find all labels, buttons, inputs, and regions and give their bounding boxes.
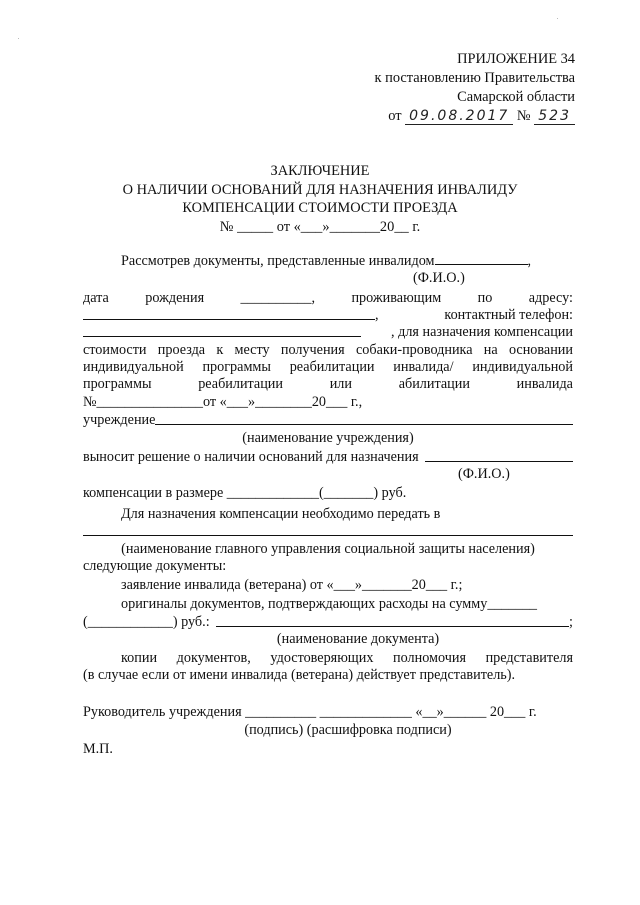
signature-caption: (подпись) (расшифровка подписи): [244, 722, 452, 738]
body-line-dob: [83, 290, 573, 307]
body-line-comp-size: компенсации в размере _____________(_______) руб.: [83, 485, 407, 501]
title-line-1: ЗАКЛЮЧЕНИЕ: [270, 163, 370, 179]
reviewed-text: Рассмотрев документы, представленные инвалидом: [121, 253, 435, 269]
l7-word: программы: [83, 376, 152, 392]
doc-item-1: [83, 577, 573, 594]
address-blank: [83, 307, 375, 320]
institution-label: учреждение: [83, 412, 156, 428]
fio-caption: (Ф.И.О.): [413, 270, 465, 286]
body-line-7: [83, 376, 573, 393]
doc3-word: полномочия: [393, 650, 466, 666]
dob-word: адресу:: [528, 290, 573, 306]
body-line-6: индивидуальной программы реабилитации инвалида/ индивидуальной: [83, 359, 573, 375]
doc-item-2b: [83, 614, 573, 631]
for-assign-text: , для назначения компенсации: [391, 324, 573, 340]
transfer-text: Для назначения компенсации необходимо передать в: [121, 506, 441, 522]
decision-text: выносит решение о наличии оснований для назначения: [83, 449, 419, 465]
phone-blank: [83, 324, 361, 337]
l7-word: реабилитации: [198, 376, 283, 392]
doc3-word: копии: [121, 650, 158, 666]
title-line-3: КОМПЕНСАЦИИ СТОИМОСТИ ПРОЕЗДА: [182, 200, 458, 216]
body-line-8: №_______________от «___»________20___ г.,: [83, 394, 363, 410]
doc-name-caption: (наименование документа): [276, 631, 440, 647]
l7-word: инвалида: [516, 376, 573, 392]
doc-item-3b: (в случае если от имени инвалида (ветерана) действует представитель).: [83, 667, 516, 683]
doc-item-2b-text: (____________) руб.:: [83, 614, 210, 630]
stamp-place: М.П.: [83, 741, 113, 757]
doc-item-2b-end: ;: [569, 614, 573, 630]
dept-blank: [83, 523, 573, 536]
doc-item-3: [83, 650, 573, 667]
document-body: [83, 0, 573, 905]
doc3-word: представителя: [485, 650, 573, 666]
doc-item-1-text: заявление инвалида (ветерана) от «___»_______20___ г.;: [121, 577, 463, 593]
body-line-5: стоимости проезда к месту получения собаки-проводника на основании: [83, 342, 573, 358]
dob-word: проживающим: [351, 290, 442, 306]
dept-caption: (наименование главного управления социальной защиты населения): [121, 541, 535, 557]
title-number-date: № _____ от «___»_______20__ г.: [219, 218, 421, 235]
dob-word: рождения: [145, 290, 205, 306]
appendix-region: Самарской области: [457, 89, 575, 105]
doc-name-blank: [216, 614, 569, 627]
title-line-2: О НАЛИЧИИ ОСНОВАНИЙ ДЛЯ НАЗНАЧЕНИЯ ИНВАЛИДУ: [122, 181, 518, 198]
fio-caption-2: (Ф.И.О.): [458, 466, 510, 482]
dob-blank: __________,: [240, 290, 316, 306]
handwritten-date: 09.08.2017: [405, 108, 513, 125]
body-line-reviewed: Рассмотрев документы, представленные инвалидом ,: [83, 252, 573, 269]
following-docs: следующие документы:: [83, 558, 227, 574]
body-line-decision: [83, 449, 573, 466]
dept-blank-row: [83, 523, 573, 540]
from-label: от: [388, 108, 402, 124]
doc-item-2-text: оригиналы документов, подтверждающих расходы на сумму_______: [121, 596, 538, 612]
doc-item-2: [83, 596, 573, 613]
dob-word: дата: [83, 290, 109, 306]
body-line-phone: [83, 324, 573, 341]
fio-blank: [435, 252, 528, 265]
appendix-number: ПРИЛОЖЕНИЕ 34: [457, 51, 575, 67]
body-line-address: , контактный телефон:: [83, 307, 573, 324]
scan-speck: [18, 38, 19, 39]
contact-label: контактный телефон:: [444, 307, 573, 323]
number-sign: №: [516, 108, 531, 124]
l7-word: или: [329, 376, 352, 392]
doc3-word: удостоверяющих: [270, 650, 374, 666]
body-line-transfer: [83, 506, 573, 523]
institution-blank: [155, 412, 573, 425]
appendix-decree: к постановлению Правительства: [374, 70, 575, 86]
decision-fio-blank: [425, 449, 573, 462]
handwritten-number: 523: [534, 108, 575, 125]
institution-caption: (наименование учреждения): [242, 430, 414, 446]
dob-word: по: [477, 290, 493, 306]
l7-word: абилитации: [398, 376, 470, 392]
body-line-institution: [83, 412, 573, 429]
doc3-word: документов,: [176, 650, 251, 666]
head-signature-line: Руководитель учреждения __________ _____________ «__»______ 20___ г.: [83, 704, 537, 720]
